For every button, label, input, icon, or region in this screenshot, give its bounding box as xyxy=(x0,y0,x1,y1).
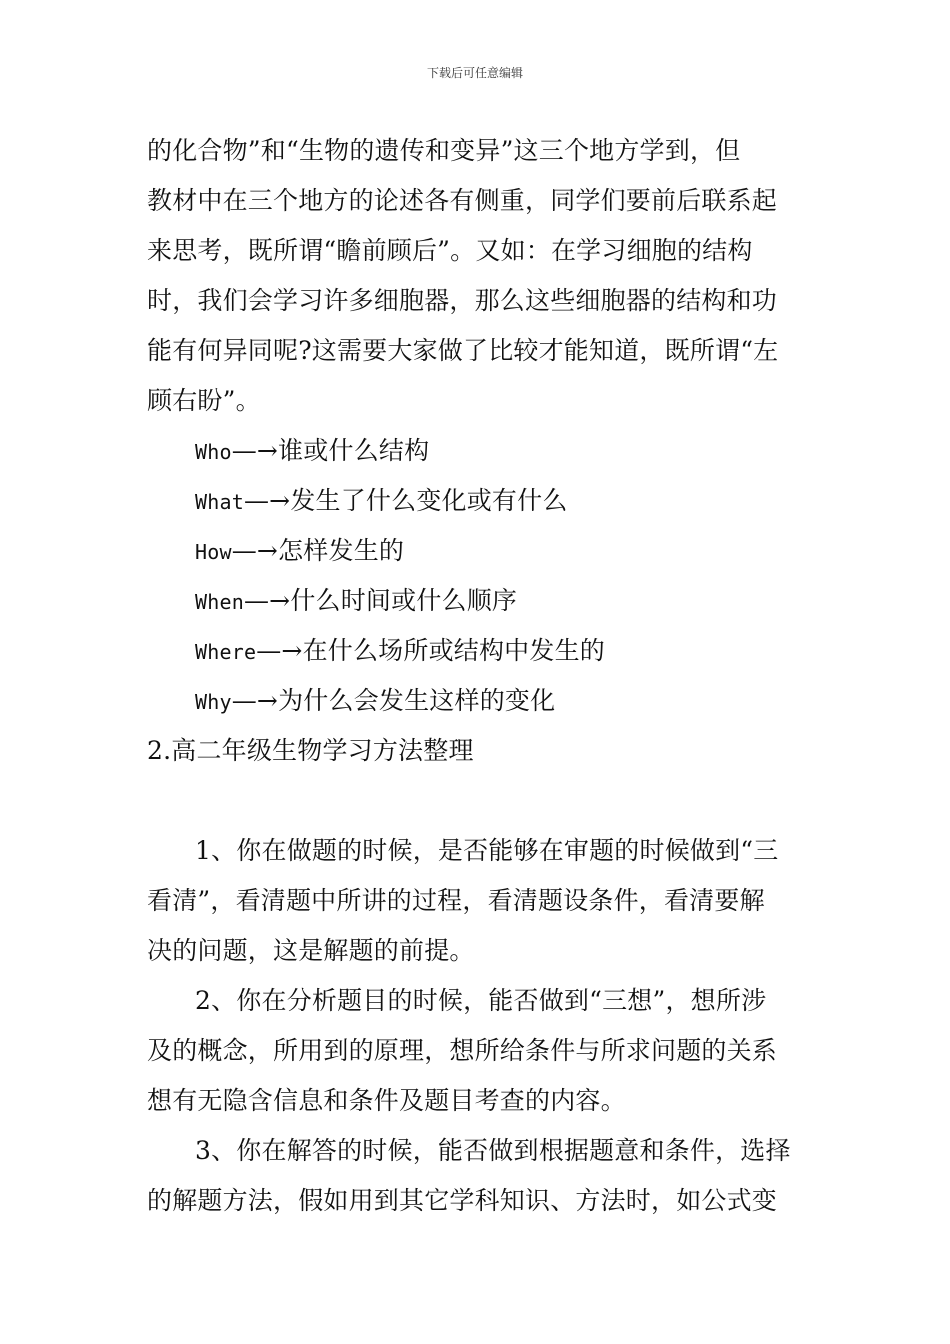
intro-paragraph xyxy=(147,126,807,426)
text-line: 想有无隐含信息和条件及题目考查的内容。 xyxy=(147,1086,626,1115)
text-line: 3、你在解答的时候，能否做到根据题意和条件，选择 xyxy=(195,1136,791,1165)
text-line: 顾右盼”。 xyxy=(147,386,261,415)
paragraph-2 xyxy=(147,976,807,1126)
question-item-how xyxy=(147,526,807,576)
blank-gap xyxy=(147,776,807,826)
text-line: 能有何异同呢?这需要大家做了比较才能知道，既所谓“左 xyxy=(147,336,779,365)
arrow-glyph: —→ xyxy=(243,586,291,615)
section-title: 2.高二年级生物学习方法整理 xyxy=(147,736,474,765)
question-word: When xyxy=(195,590,244,614)
arrow-glyph: —→ xyxy=(243,486,291,515)
arrow-glyph: —→ xyxy=(231,536,279,565)
question-word: How xyxy=(195,540,232,564)
text-line: 的化合物”和“生物的遗传和变异”这三个地方学到，但 xyxy=(147,136,741,165)
question-meaning: 为什么会发生这样的变化 xyxy=(278,686,556,715)
question-word: Who xyxy=(195,440,232,464)
question-item-where xyxy=(147,626,807,676)
text-line: 时，我们会学习许多细胞器，那么这些细胞器的结构和功 xyxy=(147,286,778,315)
arrow-glyph: —→ xyxy=(256,636,303,665)
question-word: What xyxy=(195,490,244,514)
question-meaning: 发生了什么变化或有什么 xyxy=(290,486,568,515)
question-meaning: 谁或什么结构 xyxy=(278,436,430,465)
text-line: 看清”，看清题中所讲的过程，看清题设条件，看清要解 xyxy=(147,886,765,915)
question-meaning: 在什么场所或结构中发生的 xyxy=(302,636,605,665)
paragraph-3 xyxy=(147,1126,807,1226)
question-meaning: 怎样发生的 xyxy=(278,536,405,565)
question-item-why xyxy=(147,676,807,726)
text-line: 的解题方法，假如用到其它学科知识、方法时，如公式变 xyxy=(147,1186,778,1215)
text-line: 来思考，既所谓“瞻前顾后”。又如：在学习细胞的结构 xyxy=(147,236,753,265)
question-list xyxy=(147,426,807,726)
question-item-who xyxy=(147,426,807,476)
arrow-glyph: —→ xyxy=(231,436,279,465)
question-item-when xyxy=(147,576,807,626)
text-line: 1、你在做题的时候，是否能够在审题的时候做到“三 xyxy=(195,836,779,865)
question-item-what xyxy=(147,476,807,526)
question-word: Where xyxy=(195,640,257,664)
paragraph-1 xyxy=(147,826,807,976)
page-header: 下载后可任意编辑 xyxy=(426,66,523,80)
text-line: 及的概念，所用到的原理，想所给条件与所求问题的关系 xyxy=(147,1036,778,1065)
text-line: 2、你在分析题目的时候，能否做到“三想”，想所涉 xyxy=(195,986,767,1015)
document-body xyxy=(147,126,807,1226)
text-line: 决的问题，这是解题的前提。 xyxy=(147,936,475,965)
text-line: 教材中在三个地方的论述各有侧重，同学们要前后联系起 xyxy=(147,186,778,215)
question-meaning: 什么时间或什么顺序 xyxy=(290,586,518,615)
question-word: Why xyxy=(195,690,232,714)
arrow-glyph: —→ xyxy=(231,686,279,715)
